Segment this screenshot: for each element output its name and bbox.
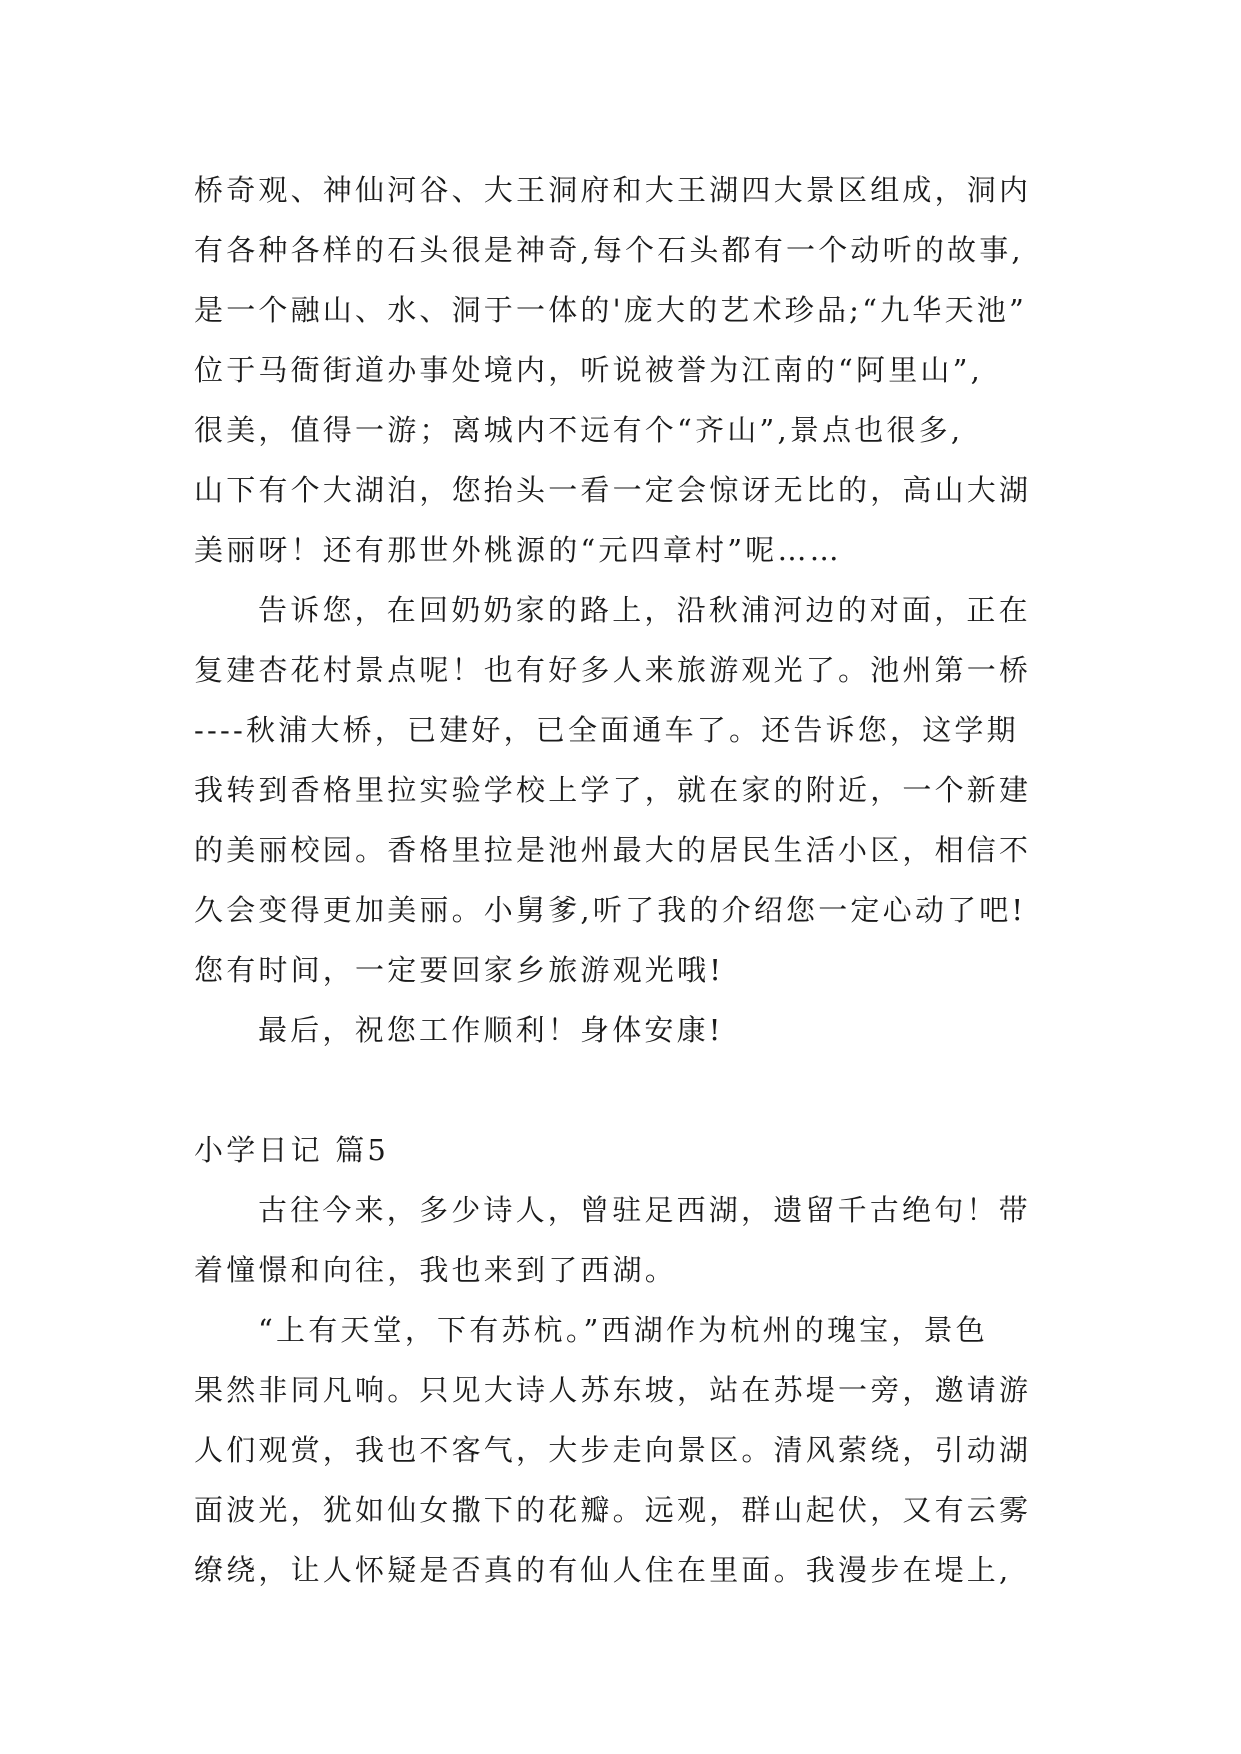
paragraph (194, 580, 1074, 1000)
text-line: 的美丽校园。香格里拉是池州最大的居民生活小区，相信不 (194, 833, 1032, 867)
text-line: 是一个融山、水、洞于一体的'庞大的艺术珍品;“九华天池” (194, 293, 1027, 327)
text-line: 美丽呀！还有那世外桃源的“元四章村”呢…… (194, 533, 842, 567)
text-line: 位于马衙街道办事处境内，听说被誉为江南的“阿里山”, (194, 353, 984, 387)
document-body (194, 160, 1074, 1600)
section-title: 小学日记 篇5 (194, 1133, 390, 1167)
text-line: 很美，值得一游；离城内不远有个“齐山”,景点也很多, (194, 413, 964, 447)
paragraph (194, 1300, 1074, 1600)
paragraph (194, 1000, 1074, 1060)
text-line: 果然非同凡响。只见大诗人苏东坡，站在苏堤一旁，邀请游 (194, 1373, 1032, 1407)
text-line: 您有时间，一定要回家乡旅游观光哦! (194, 953, 725, 987)
text-line: 有各种各样的石头很是神奇,每个石头都有一个动听的故事, (194, 233, 1024, 267)
blank-line (194, 1060, 1074, 1120)
text-line: 告诉您，在回奶奶家的路上，沿秋浦河边的对面，正在 (258, 593, 1031, 627)
text-line: “上有天堂，下有苏杭。”西湖作为杭州的瑰宝，景色 (258, 1313, 988, 1347)
text-line: 复建杏花村景点呢！也有好多人来旅游观光了。池州第一桥 (194, 653, 1032, 687)
text-line: 桥奇观、神仙河谷、大王洞府和大王湖四大景区组成，洞内 (194, 173, 1032, 207)
text-line: ----秋浦大桥，已建好，已全面通车了。还告诉您，这学期 (194, 713, 1019, 747)
text-line: 面波光，犹如仙女撒下的花瓣。远观，群山起伏，又有云雾 (194, 1493, 1032, 1527)
text-line: 最后，祝您工作顺利！身体安康! (258, 1013, 724, 1047)
text-line: 着憧憬和向往，我也来到了西湖。 (194, 1253, 678, 1287)
text-line: 我转到香格里拉实验学校上学了，就在家的附近，一个新建 (194, 773, 1032, 807)
paragraph (194, 160, 1074, 580)
text-line: 古往今来，多少诗人，曾驻足西湖，遗留千古绝句！带 (258, 1193, 1031, 1227)
paragraph (194, 1180, 1074, 1300)
text-line: 缭绕，让人怀疑是否真的有仙人住在里面。我漫步在堤上, (194, 1553, 1012, 1587)
text-line: 久会变得更加美丽。小舅爹,听了我的介绍您一定心动了吧! (194, 893, 1027, 927)
text-line: 人们观赏，我也不客气，大步走向景区。清风萦绕，引动湖 (194, 1433, 1032, 1467)
text-line: 山下有个大湖泊，您抬头一看一定会惊讶无比的，高山大湖 (194, 473, 1032, 507)
